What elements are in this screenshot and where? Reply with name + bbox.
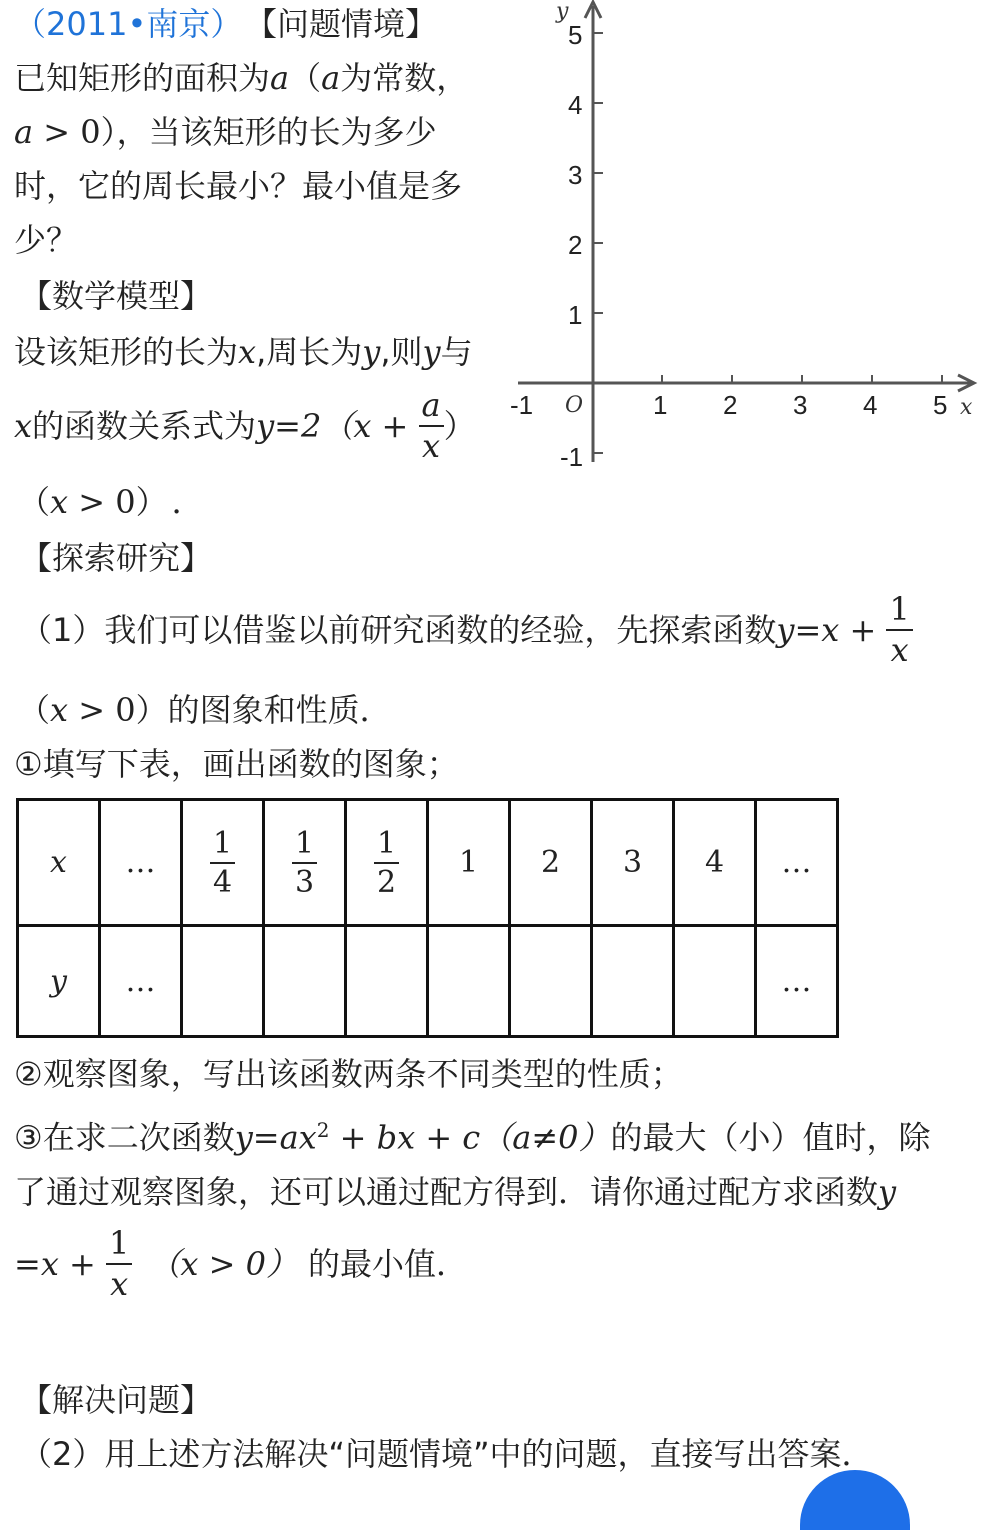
table-cell — [674, 926, 756, 1037]
text: （ — [289, 59, 322, 97]
problem-line-2 — [14, 113, 437, 151]
numerator: 1 — [210, 827, 235, 864]
y-tick-label: 2 — [568, 230, 583, 260]
table-cell — [346, 800, 428, 926]
section-explore-heading: 【探索研究】 — [20, 539, 213, 577]
denominator: 3 — [294, 864, 315, 900]
text: （1）我们可以借鉴以前研究函数的经验，先探索函数 — [20, 611, 777, 650]
table-cell: 2 — [510, 800, 592, 926]
var-x: x — [50, 691, 69, 729]
text: 已知矩形的面积为 — [14, 59, 271, 97]
x-tick-label: 5 — [933, 390, 948, 420]
value-table — [16, 798, 839, 1038]
var-a: a — [270, 59, 290, 97]
table-cell — [264, 800, 346, 926]
exponent: 2 — [316, 1118, 330, 1142]
y-tick-label: 3 — [568, 160, 583, 190]
fraction — [374, 827, 399, 899]
text: 的最大（小）值时，除 — [610, 1118, 931, 1157]
condition: （x > 0） — [148, 1245, 298, 1284]
text: 的函数关系式为 — [32, 407, 257, 446]
condition: （a≠0） — [480, 1118, 611, 1157]
y-tick-label: 4 — [568, 90, 583, 120]
var-x: x — [50, 845, 67, 880]
text: ，当该矩形的长为多少 — [116, 113, 437, 151]
table-cell — [592, 926, 674, 1037]
text: 设该矩形的长为 — [14, 333, 239, 371]
numerator: 1 — [374, 827, 399, 864]
x-axis-label: x — [960, 395, 973, 420]
step-2: ②观察图象，写出该函数两条不同类型的性质； — [14, 1055, 683, 1093]
text: ③在求二次函数 — [14, 1118, 235, 1157]
table-cell: … — [756, 800, 838, 926]
text: 了通过观察图象，还可以通过配方得到．请你通过配方求函数 — [14, 1173, 879, 1211]
denominator: 2 — [376, 864, 397, 900]
coordinate-axes — [510, 0, 980, 475]
step-1: ①填写下表，画出函数的图象； — [14, 745, 459, 783]
problem-line-1 — [14, 59, 469, 97]
step-3-line-3 — [14, 1226, 468, 1302]
model-domain — [18, 483, 204, 521]
table-cell — [428, 926, 510, 1037]
explore-question-1-cont — [18, 691, 392, 729]
close-paren: ） — [443, 407, 476, 446]
text: 为常数， — [340, 59, 469, 97]
y-tick-label: 5 — [568, 20, 583, 50]
var-x: x — [50, 483, 69, 521]
solve-question-2: （2）用上述方法解决“问题情境”中的问题，直接写出答案． — [20, 1435, 874, 1473]
table-cell — [346, 926, 428, 1037]
plus-sign: + — [371, 407, 419, 446]
var-y: y — [878, 1173, 897, 1211]
condition: > 0） — [68, 691, 168, 729]
plus-sign: + — [58, 1245, 107, 1284]
denominator: 4 — [212, 864, 233, 900]
table-cell: … — [100, 926, 182, 1037]
section-model-heading: 【数学模型】 — [20, 277, 213, 315]
eq: =x — [14, 1245, 59, 1284]
step-3-line-1 — [14, 1118, 931, 1157]
table-head-x — [18, 800, 100, 926]
text: ,周长为 — [256, 333, 363, 371]
table-cell — [182, 800, 264, 926]
var-a: a — [14, 113, 34, 151]
text: ,则 — [380, 333, 423, 371]
section-situation-heading: 【问题情境】 — [245, 5, 438, 43]
condition: > 0） — [68, 483, 152, 521]
denominator: x — [422, 427, 441, 466]
model-line-1 — [14, 333, 473, 371]
denominator: x — [890, 631, 909, 670]
floating-action-button[interactable] — [800, 1470, 910, 1530]
y-axis-label: y — [556, 0, 569, 24]
origin-label: O — [565, 393, 584, 418]
var-x: x — [353, 407, 372, 446]
x-tick-label: 3 — [793, 390, 808, 420]
text: 与 — [440, 333, 473, 371]
table-row-y — [18, 926, 838, 1037]
table-head-y — [18, 926, 100, 1037]
var-y: y — [362, 333, 381, 371]
step-3-line-2 — [14, 1173, 897, 1211]
numerator: 1 — [886, 592, 912, 631]
explore-question-1 — [20, 592, 913, 668]
text: （ — [18, 483, 51, 521]
fraction-a-over-x — [419, 388, 444, 464]
x-tick-label: 2 — [723, 390, 738, 420]
table-cell — [182, 926, 264, 1037]
table-cell: … — [100, 800, 182, 926]
table-cell: 1 — [428, 800, 510, 926]
var-y: y — [422, 333, 441, 371]
text: 的图象和性质． — [167, 691, 392, 729]
eq-lhs: y=2（ — [256, 407, 354, 446]
function-formula — [256, 407, 418, 445]
fraction-1-over-x — [106, 1226, 132, 1302]
problem-line-4: 少？ — [14, 221, 79, 259]
x-tick-label: 1 — [653, 390, 668, 420]
eq: + bx + c — [329, 1118, 481, 1157]
fraction-1-over-x — [886, 592, 912, 668]
var-y: y — [50, 963, 67, 999]
var-x: x — [238, 333, 257, 371]
plus-sign: + — [839, 611, 887, 650]
eq: y=x — [776, 611, 840, 650]
table-cell: … — [756, 926, 838, 1037]
denominator: x — [110, 1265, 129, 1304]
numerator: 1 — [106, 1226, 132, 1265]
model-line-2 — [14, 388, 476, 464]
y-tick-label: 1 — [568, 300, 583, 330]
var-x: x — [14, 407, 33, 446]
y-tick-label: -1 — [560, 442, 584, 472]
table-cell — [510, 926, 592, 1037]
numerator: 1 — [292, 827, 317, 864]
text: （ — [18, 691, 51, 729]
text: 的最小值． — [307, 1245, 468, 1284]
eq: y=ax — [234, 1118, 317, 1157]
var-a: a — [321, 59, 341, 97]
fraction — [292, 827, 317, 899]
section-solve-heading: 【解决问题】 — [20, 1381, 213, 1419]
fraction — [210, 827, 235, 899]
source-tag: （2011•南京） — [14, 5, 243, 43]
table-row-x — [18, 800, 838, 926]
numerator: a — [419, 388, 444, 427]
table-cell: 3 — [592, 800, 674, 926]
x-tick-label: -1 — [510, 390, 534, 420]
period: ． — [171, 483, 204, 521]
table-cell: 4 — [674, 800, 756, 926]
problem-line-3: 时，它的周长最小？最小值是多 — [14, 167, 463, 205]
table-cell — [264, 926, 346, 1037]
condition: > 0） — [33, 113, 117, 151]
x-tick-label: 4 — [863, 390, 878, 420]
